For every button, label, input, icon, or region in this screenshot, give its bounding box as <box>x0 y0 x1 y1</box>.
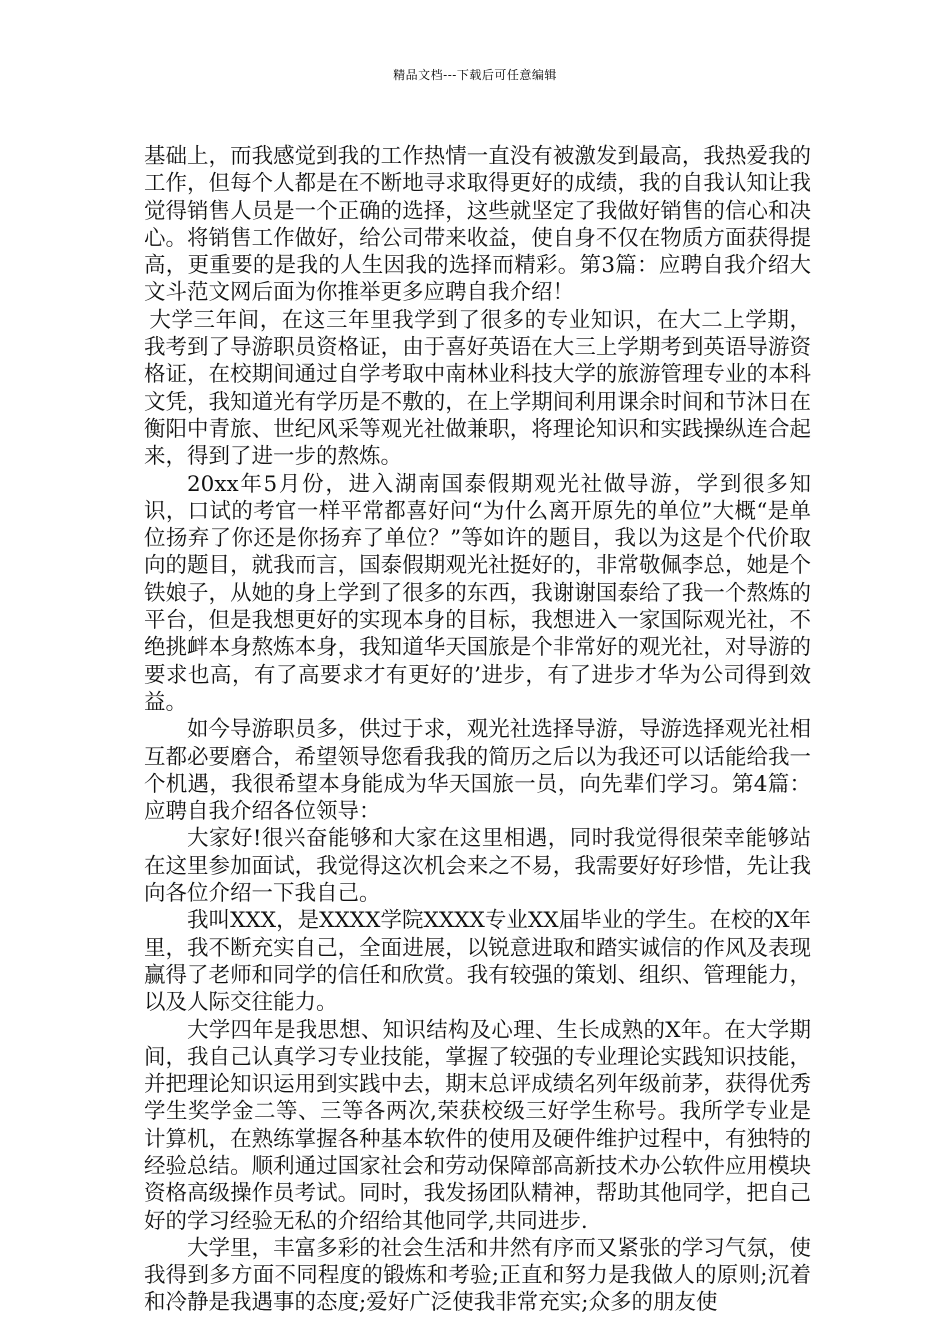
document-body <box>144 143 811 1317</box>
paragraph-2: 大学三年间，在这三年里我学到了很多的专业知识，在大二上学期，我考到了导游职员资格证，由于喜好英语在大三上学期考到英语导游资格证，在校期间通过自学考取中南林业科技大学的旅游管理专业的本科文凭，我知道光有学历是不敷的，在上学期间利用课余时间和节沐日在衡阳中青旅、世纪风采等观光社做兼职，将理论知识和实践操纵连合起来，得到了进一步的熬炼。 <box>144 307 811 470</box>
paragraph-6: 我叫XXX，是XXXX学院XXXX专业XX届毕业的学生。在校的X年里，我不断充实自己，全面进展，以锐意进取和踏实诚信的作风及表现赢得了老师和同学的信任和欣赏。我有较强的策划、组织、管理能力，以及人际交往能力。 <box>144 908 811 1016</box>
page-header: 精品文档---下载后可任意编辑 <box>393 68 557 82</box>
paragraph-7: 大学四年是我思想、知识结构及心理、生长成熟的X年。在大学期间，我自己认真学习专业技能，掌握了较强的专业理论实践知识技能，并把理论知识运用到实践中去，期末总评成绩名列年级前茅，获得优秀学生奖学金二等、三等各两次,荣获校级三好学生称号。我所学专业是计算机，在熟练掌握各种基本软件的使用及硬件维护过程中，有独特的经验总结。顺利通过国家社会和劳动保障部高新技术办公软件应用模块资格高级操作员考试。同时，我发扬团队精神，帮助其他同学，把自己好的学习经验无私的介绍给其他同学,共同进步. <box>144 1017 811 1234</box>
paragraph-1: 基础上，而我感觉到我的工作热情一直没有被激发到最高，我热爱我的工作，但每个人都是在不断地寻求取得更好的成绩，我的自我认知让我觉得销售人员是一个正确的选择，这些就坚定了我做好销售的信心和决心。将销售工作做好，给公司带来收益，使自身不仅在物质方面获得提高，更重要的是我的人生因我的选择而精彩。第3篇：应聘自我介绍大文斗范文网后面为你推举更多应聘自我介绍！ <box>144 144 811 306</box>
paragraph-3: 20xx年5月份，进入湖南国泰假期观光社做导游，学到很多知识，口试的考官一样平常都喜好问“为什么离开原先的单位”大概“是单位扬弃了你还是你扬弃了单位？”等如许的题目，我以为这是个代价取向的题目，就我而言，国泰假期观光社挺好的，非常敬佩李总，她是个铁娘子，从她的身上学到了很多的东西，我谢谢国泰给了我一个熬炼的平台，但是我想更好的实现本身的目标，我想进入一家国际观光社，不绝挑衅本身熬炼本身，我知道华天国旅是个非常好的观光社，对导游的要求也高，有了高要求才有更好的’进步，有了进步才华为公司得到效益。 <box>144 471 811 715</box>
paragraph-8: 大学里，丰富多彩的社会生活和井然有序而又紧张的学习气氛，使我得到多方面不同程度的锻炼和考验;正直和努力是我做人的原则;沉着和冷静是我遇事的态度;爱好广泛使我非常充实;众多的朋友使 <box>144 1235 811 1316</box>
paragraph-4: 如今导游职员多，供过于求，观光社选择导游，导游选择观光社相互都必要磨合，希望领导您看我我的简历之后以为我还可以话能给我一个机遇，我很希望本身能成为华天国旅一员，向先辈们学习。第4篇：应聘自我介绍各位领导： <box>144 717 811 825</box>
paragraph-5: 大家好!很兴奋能够和大家在这里相遇，同时我觉得很荣幸能够站在这里参加面试，我觉得这次机会来之不易，我需要好好珍惜，先让我向各位介绍一下我自己。 <box>144 826 811 907</box>
